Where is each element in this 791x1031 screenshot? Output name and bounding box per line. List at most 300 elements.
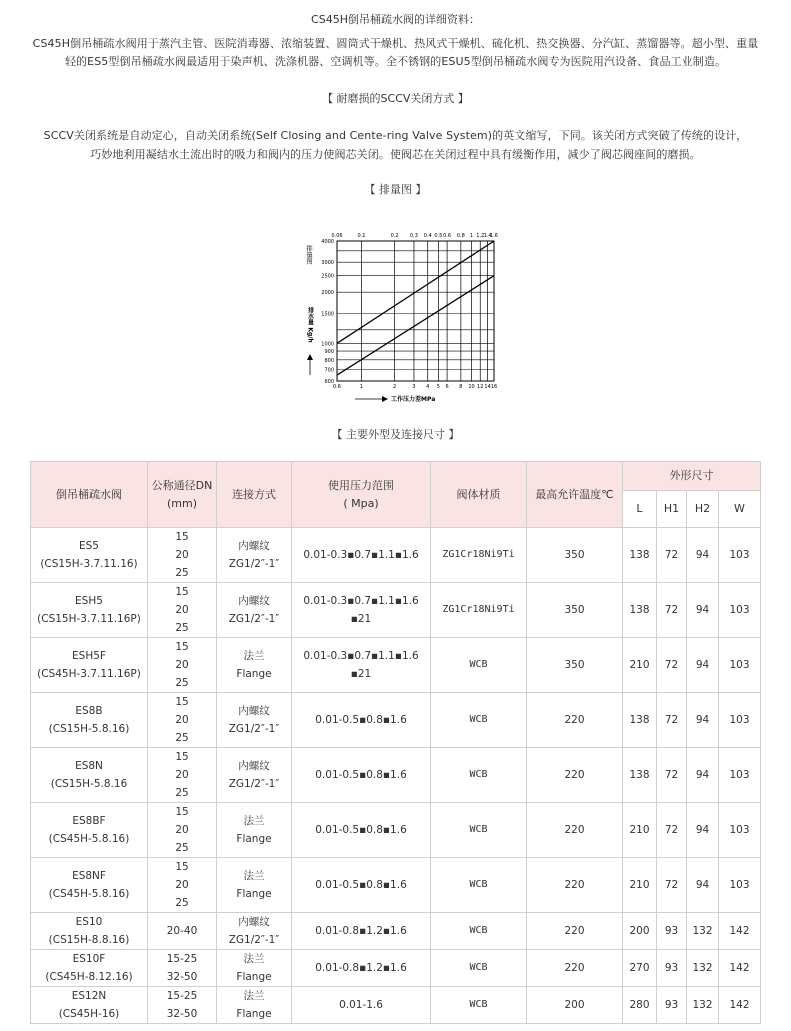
pressure-value: 0.01-0.3▪0.7▪1.1▪1.6 <box>303 650 419 662</box>
y-tick-label: 600 <box>324 379 334 385</box>
table-row <box>31 583 761 638</box>
material-value: ZG1Cr18Ni9Ti <box>442 549 515 560</box>
material-cell <box>431 748 527 803</box>
x-tick-top-label: 1 <box>469 233 474 239</box>
dim-L-cell <box>623 858 657 913</box>
dim-H2-value: 94 <box>695 604 710 616</box>
connection-cell <box>217 858 292 913</box>
dn-cell <box>148 987 217 1024</box>
material-cell <box>431 913 527 950</box>
x-tick-top-label: 0.06 <box>331 233 343 239</box>
dim-H2-cell <box>687 858 719 913</box>
dimensions-heading: 【 主要外型及连接尺寸 】 <box>331 428 460 441</box>
dim-L-cell <box>623 913 657 950</box>
dn-value: 20 <box>175 769 189 781</box>
dn-value: 15 <box>175 751 189 763</box>
dn-cell <box>148 638 217 693</box>
temp-cell <box>527 583 623 638</box>
model-name: ES8BF <box>72 815 106 827</box>
x-tick-top-label: 0.3 <box>409 233 418 239</box>
connection-value: ZG1/2″-1″ <box>228 723 280 735</box>
dn-value: 20-40 <box>166 925 198 937</box>
dim-H1-value: 72 <box>664 769 679 781</box>
x-tick-top-label: 1.4 <box>483 233 492 239</box>
y-tick-label: 2500 <box>321 273 334 280</box>
connection-cell <box>217 913 292 950</box>
material-cell <box>431 693 527 748</box>
material-cell <box>431 858 527 913</box>
dn-cell <box>148 693 217 748</box>
material-cell <box>431 803 527 858</box>
dim-W-cell <box>719 803 761 858</box>
temp-value: 350 <box>564 604 585 616</box>
x-tick-top-label: 0.1 <box>357 233 366 239</box>
x-tick-bottom-label: 2 <box>392 384 397 390</box>
pressure-cell <box>292 693 431 748</box>
dim-L-cell <box>623 528 657 583</box>
temp-cell <box>527 528 623 583</box>
pressure-cell <box>292 748 431 803</box>
table-row <box>31 693 761 748</box>
dn-value: 25 <box>175 677 189 689</box>
dn-value: 32-50 <box>166 1008 198 1020</box>
pressure-cell <box>292 913 431 950</box>
dim-L-value: 138 <box>629 769 650 781</box>
dn-value: 25 <box>175 567 189 579</box>
dim-H1-cell <box>657 987 687 1024</box>
y-tick-label: 1000 <box>321 341 334 348</box>
x-axis-label: 工作压力差MPa <box>391 396 436 403</box>
dim-H1-value: 72 <box>664 714 679 726</box>
model-code: (CS15H-3.7.11.16) <box>40 558 138 570</box>
x-tick-top-label: 0.8 <box>456 233 465 239</box>
header-dn <box>148 462 217 528</box>
dim-L-cell <box>623 583 657 638</box>
pressure-cell <box>292 583 431 638</box>
temp-cell <box>527 638 623 693</box>
y-tick-label: 3000 <box>321 260 334 267</box>
dim-L-value: 138 <box>629 714 650 726</box>
dim-L-cell <box>623 693 657 748</box>
y-axis-arrowhead <box>307 354 313 360</box>
dn-cell <box>148 528 217 583</box>
connection-value: 内螺纹 <box>238 760 270 772</box>
dn-value: 32-50 <box>166 971 198 983</box>
connection-cell <box>217 528 292 583</box>
dn-cell <box>148 950 217 987</box>
x-tick-top-label: 0.2 <box>390 233 399 239</box>
dim-L-cell <box>623 950 657 987</box>
dim-L-value: 138 <box>629 549 650 561</box>
x-tick-bottom-label: 3 <box>412 384 416 390</box>
x-tick-bottom-label: 1 <box>359 384 364 390</box>
material-cell <box>431 583 527 638</box>
pressure-cell <box>292 858 431 913</box>
dim-H1-value: 72 <box>664 879 679 891</box>
header-dn-unit: (mm) <box>166 496 197 510</box>
dim-W-cell <box>719 748 761 803</box>
model-name: ES5 <box>79 540 99 552</box>
dim-H2-value: 94 <box>695 824 710 836</box>
material-cell <box>431 528 527 583</box>
model-name: ES10F <box>72 953 106 965</box>
table-row <box>31 638 761 693</box>
x-tick-top-label: 0.4 <box>423 233 432 239</box>
dn-value: 15-25 <box>166 990 198 1002</box>
x-axis-arrowhead <box>382 396 388 402</box>
model-cell <box>31 913 148 950</box>
model-cell <box>31 638 148 693</box>
model-name: ES8NF <box>72 870 106 882</box>
pressure-value: 0.01-0.8▪1.2▪1.6 <box>315 925 407 937</box>
dn-value: 15 <box>175 531 189 543</box>
model-code: (CS45H-3.7.11.16P) <box>37 668 141 680</box>
material-value: WCB <box>469 879 488 890</box>
x-tick-bottom-label: 5 <box>436 384 440 390</box>
dim-W-value: 103 <box>729 604 750 616</box>
model-name: ES10 <box>75 916 103 928</box>
page-title: CS45H倒吊桶疏水阀的详细资料： <box>311 13 480 26</box>
temp-cell <box>527 748 623 803</box>
sccv-heading: 【 耐磨损的SCCV关闭方式 】 <box>322 92 469 105</box>
model-cell <box>31 950 148 987</box>
model-code: (CS45H-5.8.16) <box>48 833 130 845</box>
connection-cell <box>217 950 292 987</box>
dim-H2-cell <box>687 803 719 858</box>
pressure-value: 0.01-0.5▪0.8▪1.6 <box>315 769 407 781</box>
dn-value: 15 <box>175 641 189 653</box>
dim-L-value: 138 <box>629 604 650 616</box>
dim-H2-value: 94 <box>695 769 710 781</box>
dim-W-cell <box>719 913 761 950</box>
dn-value: 20 <box>175 549 189 561</box>
dim-H1-cell <box>657 913 687 950</box>
x-tick-top-label: 1.6 <box>490 233 498 239</box>
dim-H2-cell <box>687 748 719 803</box>
temp-value: 220 <box>564 925 585 937</box>
dim-L-value: 270 <box>629 962 650 974</box>
dim-L-value: 200 <box>629 925 650 937</box>
model-name: ESH5F <box>72 650 106 662</box>
chart-corner-label: 排量图 <box>305 245 313 265</box>
x-tick-top-label: 0.6 <box>443 233 452 239</box>
connection-value: 内螺纹 <box>238 916 270 928</box>
connection-value: ZG1/2″-1″ <box>228 778 280 790</box>
intro-line-2: 轻的ES5型倒吊桶疏水阀最适用于染声机、洗涤机器、空调机等。全不锈钢的ESU5型倒吊桶疏水阀专为医院用汽设备、食品工业制造。 <box>64 55 727 68</box>
dim-H2-cell <box>687 913 719 950</box>
temp-value: 220 <box>564 879 585 891</box>
x-tick-bottom-label: 4 <box>426 384 430 390</box>
temp-value: 220 <box>564 769 585 781</box>
dn-value: 25 <box>175 897 189 909</box>
connection-value: Flange <box>236 1008 272 1020</box>
model-code: (CS45H-8.12.16) <box>45 971 133 983</box>
sccv-line-2: 巧妙地利用凝结水土流出时的吸力和阀内的压力使阀芯关闭。使阀芯在关闭过程中具有缓衡作用，减少了阀芯阀座间的磨损。 <box>90 148 701 161</box>
connection-value: 法兰 <box>243 650 265 662</box>
pressure-value: 0.01-0.5▪0.8▪1.6 <box>315 824 407 836</box>
dim-H1-cell <box>657 803 687 858</box>
material-value: ZG1Cr18Ni9Ti <box>442 604 515 615</box>
dim-H1-cell <box>657 858 687 913</box>
dim-W-cell <box>719 987 761 1024</box>
dim-L-cell <box>623 638 657 693</box>
connection-value: Flange <box>236 833 272 845</box>
model-code: (CS15H-8.8.16) <box>48 934 130 946</box>
model-code: (CS15H-3.7.11.16P) <box>37 613 141 625</box>
model-code: (CS15H-5.8.16 <box>50 778 128 790</box>
dim-W-value: 103 <box>729 769 750 781</box>
dim-W-value: 103 <box>729 824 750 836</box>
x-tick-bottom-label: 0.6 <box>333 384 341 390</box>
dim-W-value: 103 <box>729 659 750 671</box>
dim-H1-cell <box>657 583 687 638</box>
dn-value: 15 <box>175 696 189 708</box>
dn-value: 15 <box>175 806 189 818</box>
dn-cell <box>148 913 217 950</box>
dn-cell <box>148 858 217 913</box>
x-tick-top-label: 0.5 <box>434 233 443 239</box>
pressure-cell <box>292 528 431 583</box>
table-row <box>31 950 761 987</box>
connection-value: 法兰 <box>243 870 265 882</box>
dim-L-cell <box>623 803 657 858</box>
pressure-cell <box>292 950 431 987</box>
material-value: WCB <box>469 962 488 973</box>
material-cell <box>431 638 527 693</box>
temp-value: 350 <box>564 659 585 671</box>
y-tick-label: 4000 <box>321 239 334 245</box>
material-value: WCB <box>469 714 488 725</box>
dim-H1-value: 72 <box>664 604 679 616</box>
dim-H2-cell <box>687 950 719 987</box>
dn-value: 20 <box>175 879 189 891</box>
temp-value: 220 <box>564 714 585 726</box>
pressure-value: ▪21 <box>350 613 372 625</box>
table-row <box>31 987 761 1024</box>
dim-H2-value: 94 <box>695 549 710 561</box>
dim-W-cell <box>719 693 761 748</box>
dn-value: 25 <box>175 787 189 799</box>
table-row <box>31 528 761 583</box>
discharge-chart <box>297 225 502 410</box>
model-cell <box>31 583 148 638</box>
dim-H1-value: 93 <box>664 999 679 1011</box>
header-model: 倒吊桶疏水阀 <box>31 462 148 528</box>
dim-H1-value: 72 <box>664 549 679 561</box>
dim-H1-cell <box>657 638 687 693</box>
temp-value: 220 <box>564 824 585 836</box>
dim-W-cell <box>719 583 761 638</box>
temp-cell <box>527 913 623 950</box>
temp-cell <box>527 950 623 987</box>
dim-H2-cell <box>687 528 719 583</box>
dim-H1-cell <box>657 748 687 803</box>
x-tick-bottom-label: 10 <box>468 384 475 390</box>
dim-H2-cell <box>687 693 719 748</box>
temp-value: 220 <box>564 962 585 974</box>
material-value: WCB <box>469 925 488 936</box>
material-value: WCB <box>469 769 488 780</box>
connection-value: 法兰 <box>243 953 265 965</box>
connection-value: ZG1/2″-1″ <box>228 613 280 625</box>
dim-H2-cell <box>687 987 719 1024</box>
y-axis-label: 排水量 Kg/h <box>306 307 314 343</box>
dim-W-value: 142 <box>729 962 750 974</box>
header-pressure-label: 使用压力范围 <box>328 478 394 492</box>
dim-W-value: 103 <box>729 549 750 561</box>
dim-W-value: 142 <box>729 925 750 937</box>
connection-cell <box>217 583 292 638</box>
dim-H1-value: 93 <box>664 962 679 974</box>
model-cell <box>31 748 148 803</box>
dim-H2-value: 132 <box>692 999 713 1011</box>
material-value: WCB <box>469 824 488 835</box>
dn-value: 15 <box>175 861 189 873</box>
dim-L-value: 210 <box>629 879 650 891</box>
connection-cell <box>217 748 292 803</box>
material-value: WCB <box>469 999 488 1010</box>
model-name: ES8N <box>75 760 103 772</box>
model-code: (CS45H-16) <box>58 1008 120 1020</box>
discharge-heading: 【 排量图 】 <box>364 183 427 196</box>
model-name: ESH5 <box>75 595 103 607</box>
x-tick-bottom-label: 6 <box>445 384 449 390</box>
connection-value: 法兰 <box>243 990 265 1002</box>
header-pressure <box>292 462 431 528</box>
dim-H1-value: 72 <box>664 659 679 671</box>
connection-value: Flange <box>236 971 272 983</box>
pressure-value: 0.01-0.5▪0.8▪1.6 <box>315 714 407 726</box>
dim-H2-value: 132 <box>692 925 713 937</box>
x-tick-top-label: 1.2 <box>476 233 485 239</box>
table-row <box>31 803 761 858</box>
y-tick-label: 800 <box>324 357 334 364</box>
material-cell <box>431 950 527 987</box>
header-W: W <box>719 491 761 528</box>
pressure-value: 0.01-1.6 <box>339 999 383 1011</box>
header-pressure-unit: ( Mpa) <box>343 496 379 510</box>
header-H2: H2 <box>687 491 719 528</box>
dim-W-value: 103 <box>729 879 750 891</box>
pressure-cell <box>292 803 431 858</box>
connection-cell <box>217 803 292 858</box>
connection-value: 内螺纹 <box>238 540 270 552</box>
dim-H2-value: 94 <box>695 879 710 891</box>
header-outline: 外形尺寸 <box>623 462 761 491</box>
dn-value: 25 <box>175 732 189 744</box>
temp-value: 350 <box>564 549 585 561</box>
model-name: ES12N <box>71 990 107 1002</box>
dim-L-cell <box>623 748 657 803</box>
dn-value: 15-25 <box>166 953 198 965</box>
dn-cell <box>148 583 217 638</box>
temp-cell <box>527 858 623 913</box>
dim-H2-cell <box>687 583 719 638</box>
dn-value: 25 <box>175 622 189 634</box>
dim-W-cell <box>719 528 761 583</box>
header-H1: H1 <box>657 491 687 528</box>
y-tick-label: 2000 <box>321 290 334 297</box>
table-row <box>31 913 761 950</box>
connection-cell <box>217 638 292 693</box>
pressure-value: 0.01-0.5▪0.8▪1.6 <box>315 879 407 891</box>
dim-L-cell <box>623 987 657 1024</box>
x-tick-bottom-label: 14 <box>484 384 491 390</box>
table-row <box>31 748 761 803</box>
dim-H1-cell <box>657 528 687 583</box>
spec-table-body <box>31 528 761 1024</box>
dim-L-value: 210 <box>629 659 650 671</box>
pressure-value: 0.01-0.3▪0.7▪1.1▪1.6 <box>303 549 419 561</box>
model-code: (CS15H-5.8.16) <box>48 723 130 735</box>
dim-H2-value: 94 <box>695 714 710 726</box>
pressure-value: ▪21 <box>350 668 372 680</box>
dim-H1-value: 93 <box>664 925 679 937</box>
dn-value: 20 <box>175 824 189 836</box>
connection-cell <box>217 693 292 748</box>
pressure-cell <box>292 987 431 1024</box>
dim-W-value: 103 <box>729 714 750 726</box>
material-value: WCB <box>469 659 488 670</box>
dn-value: 15 <box>175 586 189 598</box>
header-material: 阀体材质 <box>431 462 527 528</box>
dim-H1-cell <box>657 693 687 748</box>
dim-L-value: 210 <box>629 824 650 836</box>
dim-H1-value: 72 <box>664 824 679 836</box>
x-tick-bottom-label: 12 <box>477 384 484 390</box>
intro-line-1: CS45H倒吊桶疏水阀用于蒸汽主管、医院消毒器、浓缩装置、圆筒式干燥机、热风式干燥机、硫化机、热交换器、分汽缸、蒸馏器等。超小型、重量 <box>32 37 759 50</box>
model-code: (CS45H-5.8.16) <box>48 888 130 900</box>
connection-value: Flange <box>236 888 272 900</box>
header-dn-label: 公称通径DN <box>151 478 213 492</box>
dim-H2-value: 132 <box>692 962 713 974</box>
pressure-value: 0.01-0.3▪0.7▪1.1▪1.6 <box>303 595 419 607</box>
connection-value: 内螺纹 <box>238 595 270 607</box>
connection-value: 法兰 <box>243 815 265 827</box>
dim-H1-cell <box>657 950 687 987</box>
model-cell <box>31 693 148 748</box>
x-tick-bottom-label: 8 <box>459 384 463 390</box>
dim-W-cell <box>719 950 761 987</box>
dn-value: 20 <box>175 659 189 671</box>
table-row <box>31 858 761 913</box>
temp-cell <box>527 987 623 1024</box>
dn-cell <box>148 748 217 803</box>
temp-cell <box>527 803 623 858</box>
model-cell <box>31 803 148 858</box>
connection-value: ZG1/2″-1″ <box>228 934 280 946</box>
sccv-line-1: SCCV关闭系统是自动定心，自动关闭系统(Self Closing and Cente-ring Valve System)的英文缩写，下同。该关闭方式突破了传统的设计， <box>43 129 748 142</box>
dim-H2-cell <box>687 638 719 693</box>
dim-H2-value: 94 <box>695 659 710 671</box>
y-tick-label: 1500 <box>321 311 334 318</box>
header-L: L <box>623 491 657 528</box>
dn-value: 25 <box>175 842 189 854</box>
dim-W-cell <box>719 858 761 913</box>
pressure-value: 0.01-0.8▪1.2▪1.6 <box>315 962 407 974</box>
dn-cell <box>148 803 217 858</box>
model-cell <box>31 987 148 1024</box>
dim-W-value: 142 <box>729 999 750 1011</box>
dn-value: 20 <box>175 604 189 616</box>
spec-table <box>30 461 761 1024</box>
pressure-cell <box>292 638 431 693</box>
y-tick-label: 700 <box>324 367 334 374</box>
connection-value: ZG1/2″-1″ <box>228 558 280 570</box>
model-name: ES8B <box>75 705 103 717</box>
model-cell <box>31 858 148 913</box>
x-tick-bottom-label: 16 <box>490 384 498 390</box>
